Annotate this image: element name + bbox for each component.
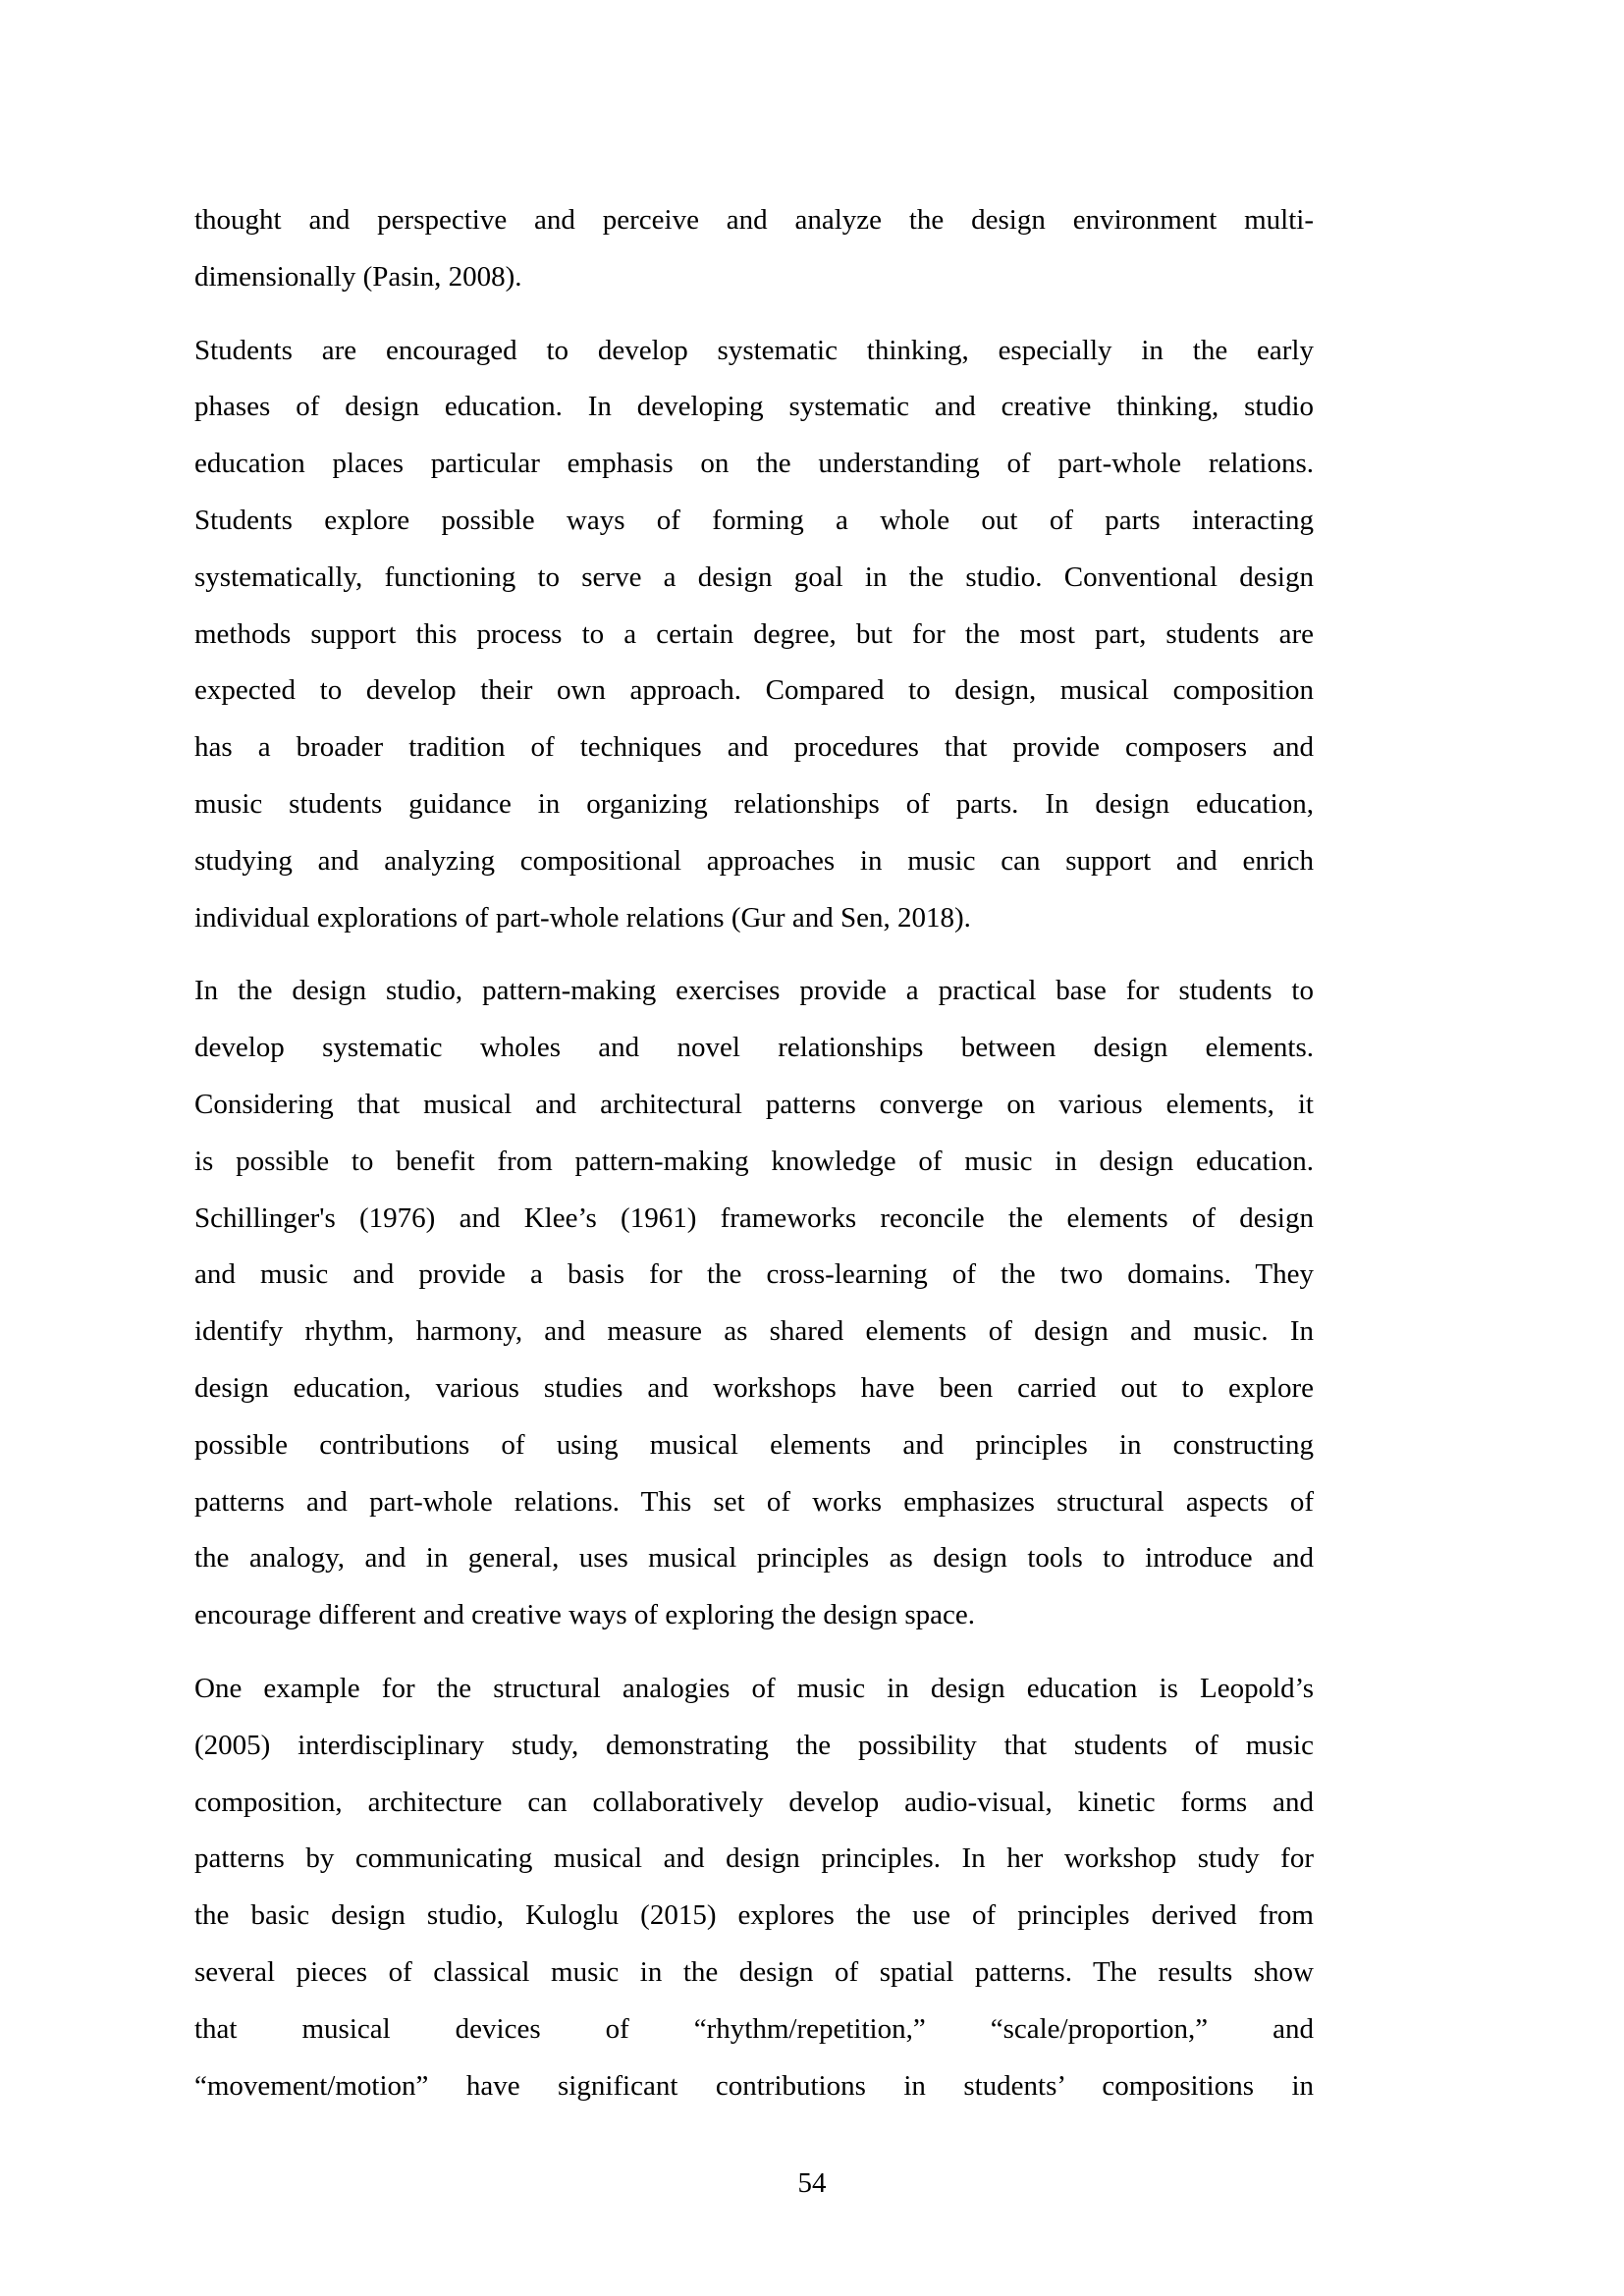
text-line: patterns and part-whole relations. This set of works emphasizes structural aspects of bbox=[194, 1485, 1314, 1518]
text-line: systematically, functioning to serve a design goal in the studio. Conventional design bbox=[194, 561, 1314, 593]
text-line: and music and provide a basis for the cross-learning of the two domains. They bbox=[194, 1258, 1314, 1291]
text-line: possible contributions of using musical elements and principles in constructing bbox=[194, 1428, 1314, 1461]
text-line: several pieces of classical music in the design of spatial patterns. The results show bbox=[194, 1955, 1314, 1988]
text-line: In the design studio, pattern-making exercises provide a practical base for students to bbox=[194, 975, 1314, 1007]
text-line: Schillinger's (1976) and Klee’s (1961) frameworks reconcile the elements of design bbox=[194, 1201, 1314, 1234]
text-line: education places particular emphasis on the understanding of part-whole relations. bbox=[194, 448, 1314, 480]
text-line: that musical devices of “rhythm/repetition,” “scale/proportion,” and bbox=[194, 2012, 1314, 2045]
text-line: “movement/motion” have significant contributions in students’ compositions in bbox=[194, 2069, 1314, 2102]
text-line: has a broader tradition of techniques and procedures that provide composers and bbox=[194, 731, 1314, 764]
text-line: studying and analyzing compositional approaches in music can support and enrich bbox=[194, 844, 1314, 877]
text-line: Students are encouraged to develop systematic thinking, especially in the early bbox=[194, 334, 1314, 366]
text-line: One example for the structural analogies of music in design education is Leopold’s bbox=[194, 1672, 1314, 1704]
text-line: Considering that musical and architectural patterns converge on various elements, it bbox=[194, 1088, 1314, 1120]
text-line: the analogy, and in general, uses musical principles as design tools to introduce and bbox=[194, 1542, 1314, 1575]
text-line: music students guidance in organizing relationships of parts. In design education, bbox=[194, 787, 1314, 820]
text-line: phases of design education. In developing systematic and creative thinking, studio bbox=[194, 391, 1314, 423]
body-text bbox=[194, 192, 1314, 2131]
text-line: thought and perspective and perceive and analyze the design environment multi- bbox=[194, 204, 1314, 236]
page-number: 54 bbox=[797, 2167, 827, 2199]
text-line: composition, architecture can collaboratively develop audio-visual, kinetic forms and bbox=[194, 1786, 1314, 1818]
text-line: the basic design studio, Kuloglu (2015) explores the use of principles derived from bbox=[194, 1899, 1314, 1932]
text-line: identify rhythm, harmony, and measure as shared elements of design and music. In bbox=[194, 1315, 1314, 1348]
paragraph-3 bbox=[194, 963, 1314, 1644]
text-line: expected to develop their own approach. Compared to design, musical composition bbox=[194, 674, 1314, 707]
text-line: is possible to benefit from pattern-making knowledge of music in design education. bbox=[194, 1145, 1314, 1177]
text-line: design education, various studies and workshops have been carried out to explore bbox=[194, 1371, 1314, 1404]
text-line: Students explore possible ways of forming a whole out of parts interacting bbox=[194, 504, 1314, 536]
text-line: (2005) interdisciplinary study, demonstrating the possibility that students of music bbox=[194, 1729, 1314, 1761]
text-line: patterns by communicating musical and design principles. In her workshop study for bbox=[194, 1842, 1314, 1875]
paragraph-2 bbox=[194, 323, 1314, 947]
paragraph-4 bbox=[194, 1661, 1314, 2114]
text-line: develop systematic wholes and novel relationships between design elements. bbox=[194, 1032, 1314, 1064]
text-line: encourage different and creative ways of exploring the design space. bbox=[194, 1599, 976, 1631]
paragraph-1 bbox=[194, 192, 1314, 306]
text-line: dimensionally (Pasin, 2008). bbox=[194, 260, 522, 293]
text-line: individual explorations of part-whole relations (Gur and Sen, 2018). bbox=[194, 901, 971, 934]
text-line: methods support this process to a certain degree, but for the most part, students are bbox=[194, 617, 1314, 650]
